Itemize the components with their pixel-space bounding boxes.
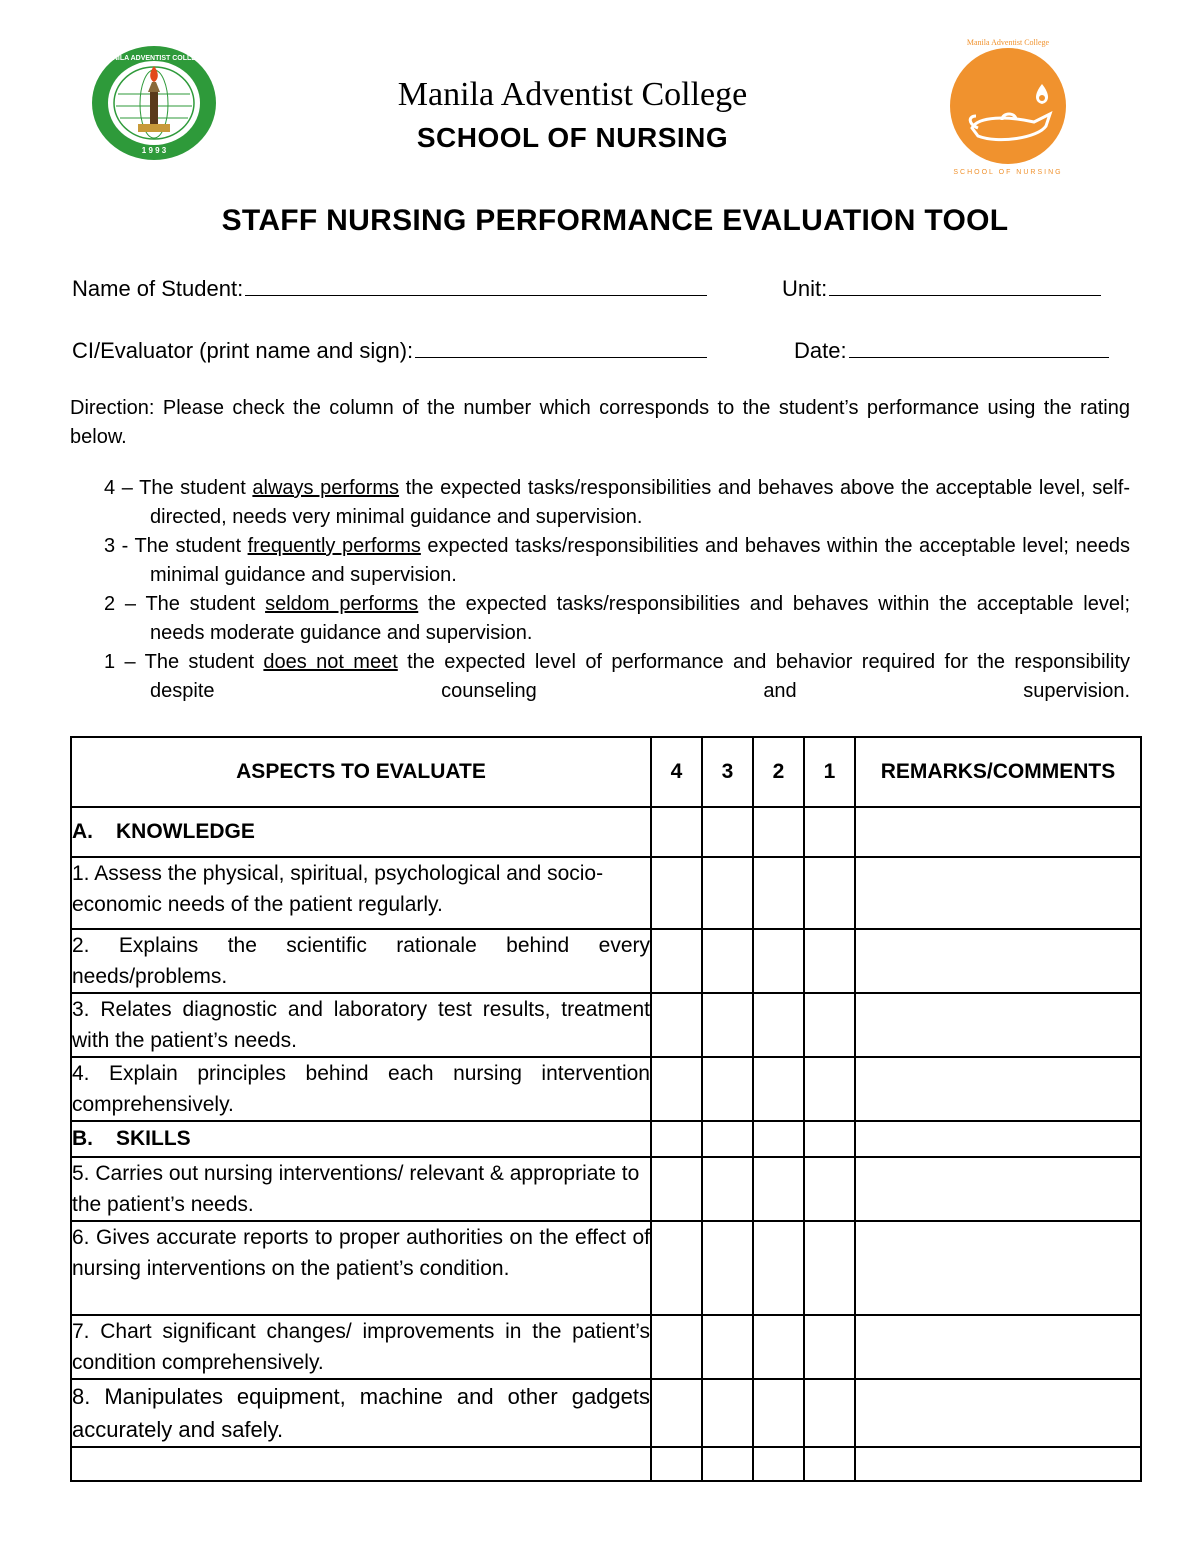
table-row — [71, 1221, 1141, 1315]
rating-cell[interactable] — [753, 1221, 804, 1315]
rating-cell[interactable] — [753, 1315, 804, 1379]
rating-scale-item: 2 – The student seldom performs the expected tasks/responsibilities and behaves within the acceptable level; needs moderate guidance and supervision. — [104, 593, 1130, 644]
remarks-cell[interactable] — [855, 807, 1141, 857]
rating-cell[interactable] — [702, 1121, 753, 1157]
header-rating-4: 4 — [651, 737, 702, 807]
rating-cell[interactable] — [753, 1379, 804, 1447]
rating-cell[interactable] — [651, 1221, 702, 1315]
rating-cell[interactable] — [804, 1057, 855, 1121]
rating-cell[interactable] — [651, 1121, 702, 1157]
rating-cell[interactable] — [804, 993, 855, 1057]
rating-cell[interactable] — [702, 929, 753, 993]
rating-cell[interactable] — [702, 807, 753, 857]
remarks-cell[interactable] — [855, 1447, 1141, 1481]
rating-cell[interactable] — [651, 929, 702, 993]
date-field — [794, 337, 1109, 364]
table-row — [71, 1379, 1141, 1447]
rating-cell[interactable] — [804, 807, 855, 857]
svg-text:SCHOOL OF NURSING: SCHOOL OF NURSING — [953, 169, 1063, 176]
evaluator-field — [72, 337, 707, 364]
rating-scale-item: 4 – The student always performs the expected tasks/responsibilities and behaves above the acceptable level, self-directed, needs very minimal guidance and supervision. — [104, 477, 1130, 528]
aspect-blank[interactable] — [71, 1447, 651, 1481]
rating-cell[interactable] — [651, 807, 702, 857]
table-row — [71, 1447, 1141, 1481]
table-row — [71, 857, 1141, 929]
rating-scale-item: 3 - The student frequently performs expected tasks/responsibilities and behaves within the acceptable level; needs minimal guidance and supervision. — [104, 535, 1130, 586]
rating-cell[interactable] — [702, 993, 753, 1057]
rating-cell[interactable] — [702, 1315, 753, 1379]
student-name-label: Name of Student: — [72, 276, 244, 301]
rating-cell[interactable] — [651, 1157, 702, 1221]
rating-cell[interactable] — [804, 1315, 855, 1379]
section-knowledge: A. KNOWLEDGE — [71, 807, 651, 857]
rating-cell[interactable] — [702, 857, 753, 929]
rating-cell[interactable] — [804, 929, 855, 993]
table-header-row — [71, 737, 1141, 807]
remarks-cell[interactable] — [855, 929, 1141, 993]
rating-cell[interactable] — [702, 1221, 753, 1315]
date-label: Date: — [794, 338, 847, 363]
school-name: SCHOOL OF NURSING — [416, 122, 729, 153]
rating-cell[interactable] — [804, 1379, 855, 1447]
svg-text:1 9 9 3: 1 9 9 3 — [141, 146, 167, 155]
aspect-text: 1. Assess the physical, spiritual, psychological and socio-economic needs of the patient regularly. — [71, 857, 651, 929]
rating-cell[interactable] — [651, 857, 702, 929]
table-row — [71, 1057, 1141, 1121]
unit-label: Unit: — [782, 276, 828, 301]
direction-text: Direction: Please check the column of the number which corresponds to the student’s performance using the rating below. — [70, 397, 1130, 448]
rating-cell[interactable] — [804, 857, 855, 929]
rating-cell[interactable] — [651, 1447, 702, 1481]
rating-cell[interactable] — [651, 1379, 702, 1447]
rating-scale-item: 1 – The student does not meet the expected level of performance and behavior required for the responsibility despite counseling and supervision. — [104, 651, 1131, 702]
rating-cell[interactable] — [702, 1447, 753, 1481]
remarks-cell[interactable] — [855, 1315, 1141, 1379]
evaluator-line[interactable] — [415, 337, 707, 358]
rating-cell[interactable] — [702, 1157, 753, 1221]
rating-cell[interactable] — [702, 1379, 753, 1447]
rating-cell[interactable] — [651, 1315, 702, 1379]
aspect-text: 4. Explain principles behind each nursing intervention comprehensively. — [71, 1057, 651, 1121]
table-row — [71, 929, 1141, 993]
rating-cell[interactable] — [753, 993, 804, 1057]
evaluator-label: CI/Evaluator (print name and sign): — [72, 338, 414, 363]
unit-line[interactable] — [829, 275, 1101, 296]
unit-field — [782, 275, 1101, 302]
remarks-cell[interactable] — [855, 1379, 1141, 1447]
student-name-line[interactable] — [245, 275, 707, 296]
remarks-cell[interactable] — [855, 1157, 1141, 1221]
section-row — [71, 807, 1141, 857]
aspect-text: 6. Gives accurate reports to proper authorities on the effect of nursing interventions on the patient’s condition. — [71, 1221, 651, 1315]
aspect-text: 8. Manipulates equipment, machine and other gadgets accurately and safely. — [71, 1379, 651, 1447]
header-remarks: REMARKS/COMMENTS — [855, 737, 1141, 807]
rating-cell[interactable] — [651, 993, 702, 1057]
header-aspects: ASPECTS TO EVALUATE — [71, 737, 651, 807]
aspect-text: 2. Explains the scientific rationale behind every needs/problems. — [71, 929, 651, 993]
remarks-cell[interactable] — [855, 1057, 1141, 1121]
page-title: STAFF NURSING PERFORMANCE EVALUATION TOOL — [221, 204, 1009, 237]
rating-cell[interactable] — [753, 1447, 804, 1481]
rating-cell[interactable] — [804, 1121, 855, 1157]
header-rating-2: 2 — [753, 737, 804, 807]
rating-cell[interactable] — [753, 929, 804, 993]
remarks-cell[interactable] — [855, 857, 1141, 929]
table-row — [71, 1157, 1141, 1221]
rating-cell[interactable] — [804, 1221, 855, 1315]
table-row — [71, 993, 1141, 1057]
student-name-field — [72, 275, 707, 302]
table-row — [71, 1315, 1141, 1379]
header-rating-3: 3 — [702, 737, 753, 807]
rating-cell[interactable] — [753, 807, 804, 857]
rating-scale — [104, 474, 1130, 706]
section-skills: B. SKILLS — [71, 1121, 651, 1157]
remarks-cell[interactable] — [855, 993, 1141, 1057]
rating-cell[interactable] — [804, 1157, 855, 1221]
header-rating-1: 1 — [804, 737, 855, 807]
rating-cell[interactable] — [753, 857, 804, 929]
remarks-cell[interactable] — [855, 1221, 1141, 1315]
svg-text:Manila Adventist College: Manila Adventist College — [966, 38, 1050, 47]
evaluation-table — [70, 736, 1142, 1482]
date-line[interactable] — [849, 337, 1109, 358]
remarks-cell[interactable] — [855, 1121, 1141, 1157]
rating-cell[interactable] — [753, 1057, 804, 1121]
rating-cell[interactable] — [702, 1057, 753, 1121]
svg-text:MANILA ADVENTIST COLLEGE: MANILA ADVENTIST COLLEGE — [101, 55, 207, 62]
rating-cell[interactable] — [753, 1121, 804, 1157]
section-row — [71, 1121, 1141, 1157]
college-name: Manila Adventist College — [397, 76, 748, 113]
aspect-text: 5. Carries out nursing interventions/ relevant & appropriate to the patient’s needs. — [71, 1157, 651, 1221]
aspect-text: 7. Chart significant changes/ improvements in the patient’s condition comprehensively. — [71, 1315, 651, 1379]
aspect-text: 3. Relates diagnostic and laboratory test results, treatment with the patient’s needs. — [71, 993, 651, 1057]
rating-cell[interactable] — [804, 1447, 855, 1481]
rating-cell[interactable] — [753, 1157, 804, 1221]
rating-cell[interactable] — [651, 1057, 702, 1121]
